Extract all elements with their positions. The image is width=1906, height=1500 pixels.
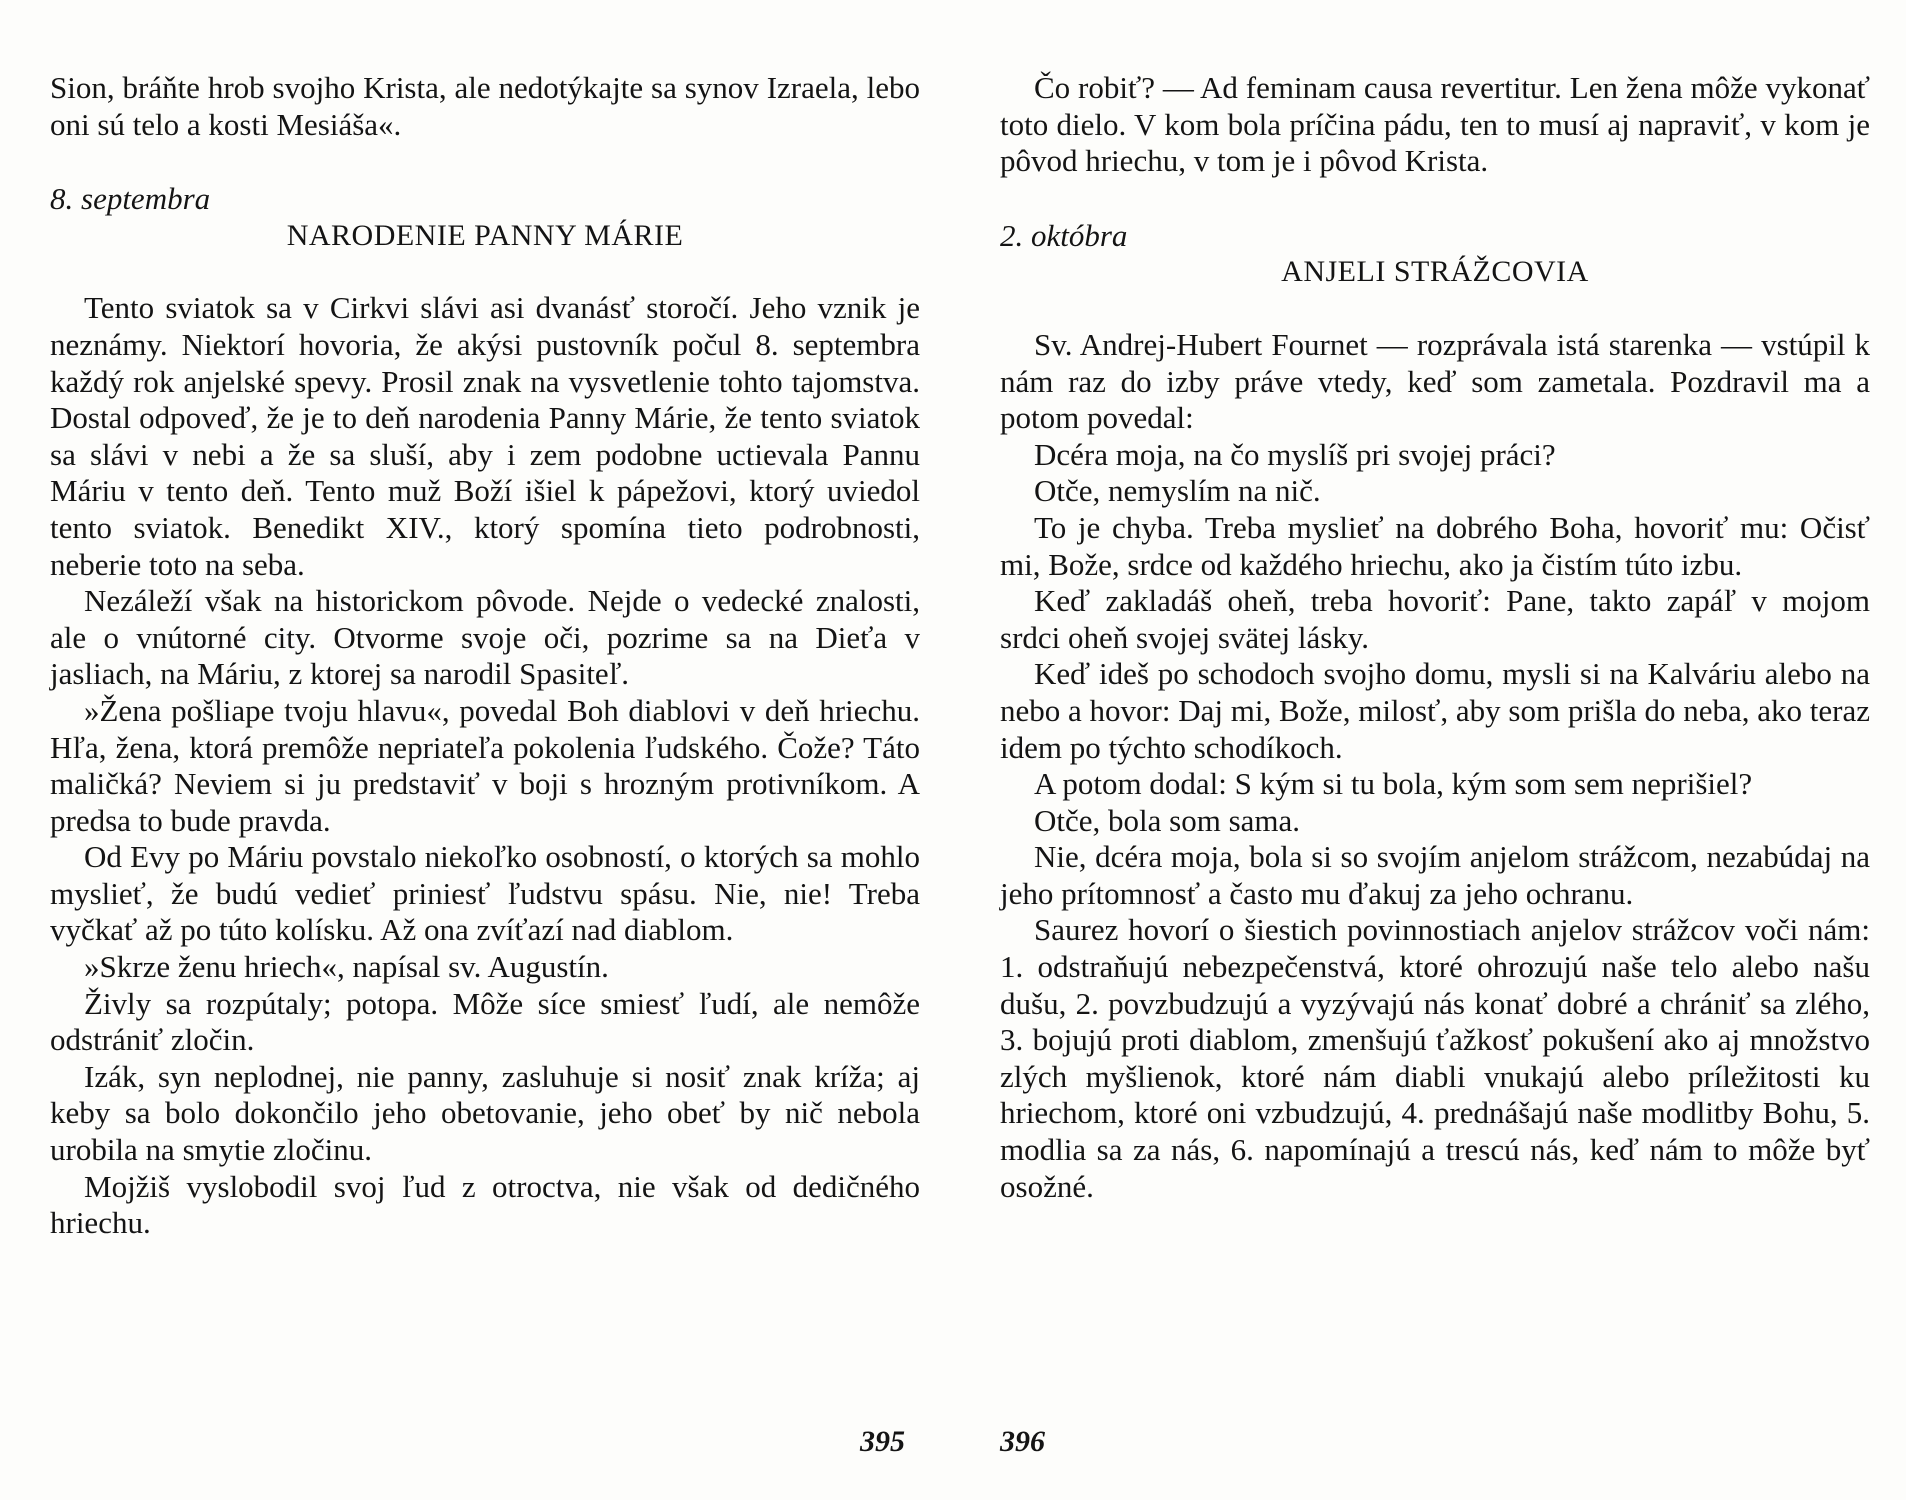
- paragraph-continuation: Sion, bráňte hrob svojho Krista, ale nedotýkajte sa synov Izraela, lebo oni sú telo a kosti Mesiáša«.: [50, 70, 920, 142]
- page-number-left: 395: [860, 1425, 905, 1458]
- feast-date: 8. septembra: [50, 181, 211, 217]
- paragraph: Saurez hovorí o šiestich povinnostiach anjelov strážcov voči nám: 1. odstraňujú nebezpečenstvá, ktoré ohrozujú naše telo alebo našu dušu, 2. povzbudzujú a vyzývajú nás konať dobré a chrániť sa zlého, 3. bojujú proti diablom, zmenšujú ťažkosť pokušení ako aj množstvo zlých myšlienok, ktoré nám diabli vnukajú alebo príležitosti ku hriechom, ktoré oni vzbudzujú, 4. prednášajú naše modlitby Bohu, 5. modlia sa za nás, 6. napomínajú a trescú nás, keď nám to môže byť osožné.: [1000, 912, 1870, 1204]
- paragraph: A potom dodal: S kým si tu bola, kým som sem neprišiel?: [1034, 766, 1753, 802]
- spacer: [50, 143, 920, 181]
- paragraph: To je chyba. Treba myslieť na dobrého Boha, hovoriť mu: Očisť mi, Bože, srdce od každého hriechu, ako ja čistím túto izbu.: [1000, 509, 1870, 582]
- spacer: [1000, 180, 1870, 218]
- paragraph: Živly sa rozpútaly; potopa. Môže síce smiesť ľudí, ale nemôže odstrániť zločin.: [50, 985, 920, 1058]
- paragraph: Nie, dcéra moja, bola si so svojím anjelom strážcom, nezabúdaj na jeho prítomnosť a často mu ďakuj za jeho ochranu.: [1000, 839, 1870, 911]
- section-title: ANJELI STRÁŽCOVIA: [1281, 255, 1589, 289]
- paragraph: Keď zakladáš oheň, treba hovoriť: Pane, takto zapáľ v mojom srdci oheň svojej svätej lásky.: [1000, 583, 1870, 655]
- paragraph: Mojžiš vyslobodil svoj ľud z otroctva, nie však od dedičného hriechu.: [50, 1168, 920, 1241]
- section-title: NARODENIE PANNY MÁRIE: [286, 218, 684, 252]
- paragraph: Sv. Andrej-Hubert Fournet — rozprávala istá starenka — vstúpil k nám raz do izby práve vtedy, keď som zametala. Pozdravil ma a potom povedal:: [1000, 326, 1870, 436]
- paragraph: Izák, syn neplodnej, nie panny, zasluhuje si nosiť znak kríža; aj keby sa bolo dokončilo jeho obetovanie, jeho obeť by nič nebola urobila na smytie zločinu.: [50, 1058, 920, 1168]
- paragraph: Dcéra moja, na čo myslíš pri svojej práci?: [1034, 436, 1556, 472]
- page-number-right: 396: [1000, 1425, 1045, 1458]
- feast-date: 2. októbra: [1000, 217, 1128, 253]
- paragraph: Od Evy po Máriu povstalo niekoľko osobností, o ktorých sa mohlo myslieť, že budú vedieť priniesť ľudstvu spásu. Nie, nie! Treba vyčkať až po túto kolísku. Až ona zvíťazí nad diablom.: [50, 839, 920, 948]
- paragraph: Otče, nemyslím na nič.: [1034, 473, 1321, 509]
- paragraph: Keď ideš po schodoch svojho domu, mysli si na Kalváriu alebo na nebo a hovor: Daj mi, Bože, milosť, aby som prišla do neba, ako teraz idem po týchto schodíkoch.: [1000, 656, 1870, 765]
- paragraph: Tento sviatok sa v Cirkvi slávi asi dvanásť storočí. Jeho vznik je neznámy. Niektorí hovoria, že akýsi pustovník počul 8. septembra každý rok anjelské spevy. Prosil znak na vysvetlenie tohto tajomstva. Dostal odpoveď, že je to deň narodenia Panny Márie, že tento sviatok sa slávi v nebi a že sa sluší, aby i zem podobne uctievala Pannu Máriu v tento deň. Tento muž Boží išiel k pápežovi, ktorý uviedol tento sviatok. Benedikt XIV., ktorý spomína tieto podrobnosti, neberie toto na seba.: [50, 290, 920, 582]
- paragraph: »Skrze ženu hriech«, napísal sv. Augustín.: [84, 949, 609, 985]
- right-page: [1000, 70, 1870, 1205]
- paragraph: »Žena pošliape tvoju hlavu«, povedal Boh diablovi v deň hriechu. Hľa, žena, ktorá premôže nepriateľa pokolenia ľudského. Čože? Táto maličká? Neviem si ju predstaviť v boji s hrozným protivníkom. A predsa to bude pravda.: [50, 692, 920, 838]
- paragraph: Otče, bola som sama.: [1034, 802, 1301, 838]
- paragraph-top: Čo robiť? — Ad feminam causa revertitur. Len žena môže vykonať toto dielo. V kom bola príčina pádu, ten to musí aj napraviť, v kom je pôvod hriechu, v tom je i pôvod Krista.: [1000, 70, 1870, 179]
- left-page: [50, 70, 920, 1242]
- paragraph: Nezáleží však na historickom pôvode. Nejde o vedecké znalosti, ale o vnútorné city. Otvorme svoje oči, pozrime sa na Dieťa v jasliach, na Máriu, z ktorej sa narodil Spasiteľ.: [50, 583, 920, 692]
